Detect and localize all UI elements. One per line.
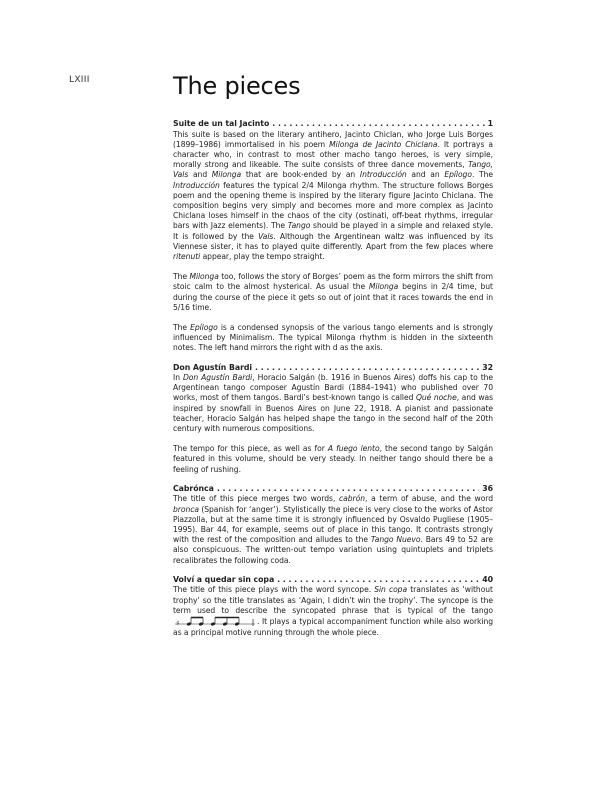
piece-entry: [173, 119, 493, 354]
piece-paragraph: This suite is based on the literary antihero, Jacinto Chiclan, who Jorge Luis Borges (1899–1986) immortalised in his poem Milonga de Jacinto Chiclana. It portrays a character who, in contrast to most other macho tango heroes, is very simple, morally strong and likeable. The suite consists of three dance movements, Tango, Vals and Milonga that are book-ended by an Introducción and an Epílogo. The Introducción features the typical 2/4 Milonga rhythm. The structure follows Borges poem and the opening theme is inspired by the literary figure Jacinto Chiclana. The composition begins very simply and becomes more and more complex as Jacinto Chiclana loses himself in the chaos of the city (ostinati, off-beat rhythms, irregular bars with Jazz elements). The Tango should be played in a simple and relaxed style. It is followed by the Vals. Although the Argentinean waltz was influenced by its Viennese sister, it has to played quite differently. Apart from the few places where ritenuti appear, play the tempo straight.: [173, 129, 493, 261]
dot-leader: [277, 575, 479, 586]
piece-paragraph: The tempo for this piece, as well as for A fuego lento, the second tango by Salgán featured in this volume, should be very steady. In neither tango should there be a feeling of rushing.: [173, 444, 493, 474]
piece-heading: [173, 575, 493, 586]
piece-paragraph: The Milonga too, follows the story of Borges’ poem as the form mirrors the shift from stoic calm to the almost hysterical. As usual the Milonga begins in 2/4 time, but during the course of the piece it gets so out of joint that it races towards the end in 5/16 time.: [173, 272, 493, 312]
piece-title: Volví a quedar sin copa: [173, 574, 275, 584]
syncopation-rhythm-icon: [175, 616, 255, 628]
dot-leader: [272, 119, 484, 130]
piece-page-number: 40: [482, 574, 493, 584]
piece-title: Don Agustín Bardi: [173, 362, 253, 372]
piece-title: Suite de un tal Jacinto: [173, 119, 270, 128]
page-folio: LXIII: [69, 75, 90, 85]
svg-text:♯: ♯: [176, 619, 180, 628]
piece-entry: [173, 363, 493, 475]
piece-paragraph: The Epílogo is a condensed synopsis of the various tango elements and is strongly influenced by Minimalism. The typical Milonga rhythm is hidden in the sixteenth notes. The left hand mirrors the right with d as the axis.: [173, 322, 493, 353]
piece-paragraph: The title of this piece merges two words, cabrón, a term of abuse, and the word bronca (Spanish for ‘anger’). Stylistically the piece is very close to the works of Astor Piazzolla, but at the same time it is strongly influenced by Osvaldo Pugliese (1905–1995). Bar 44, for example, seems out of place in this tango. It contrasts strongly with the rest of the composition and alludes to the Tango Nuevo. Bars 49 to 52 are also conspicuous. The written-out tempo variation using quintuplets and triplets recalibrates the following coda.: [173, 494, 493, 565]
piece-paragraph: In Don Agustín Bardi, Horacio Salgán (b. 1916 in Buenos Aires) doffs his cap to the Argentinean tango composer Agustín Bardi (1884–1941) who published over 70 works, most of them tangos. Bardi’s best-known tango is called Qué noche, and was inspired by snowfall in Buenos Aires on June 22, 1918. A pianist and passionate teacher, Horacio Salgán has helped shape the tango in the second half of the 20th century with numerous compositions.: [173, 373, 494, 434]
pieces-list: [173, 119, 493, 647]
piece-heading: [173, 484, 493, 495]
piece-page-number: 36: [482, 483, 493, 493]
dot-leader: [217, 484, 479, 495]
dot-leader: [255, 363, 479, 374]
piece-paragraph: The title of this piece plays with the word syncope. Sin copa translates as ‘without trophy’ so the title translates as ‘Again, I didn’t win the trophy’. The syncope is the term used to describe the syncopated phrase that is typical of the tango ♯ . It plays a typical accompaniment function while also working as a principal motive running through the whole piece.: [173, 585, 493, 637]
page-title: The pieces: [173, 72, 301, 100]
piece-entry: [173, 484, 493, 566]
piece-page-number: 1: [487, 119, 493, 128]
piece-entry: [173, 575, 493, 638]
piece-heading: [173, 119, 493, 130]
piece-title: Cabrónca: [173, 483, 214, 493]
piece-heading: [173, 363, 493, 374]
piece-page-number: 32: [482, 362, 493, 372]
